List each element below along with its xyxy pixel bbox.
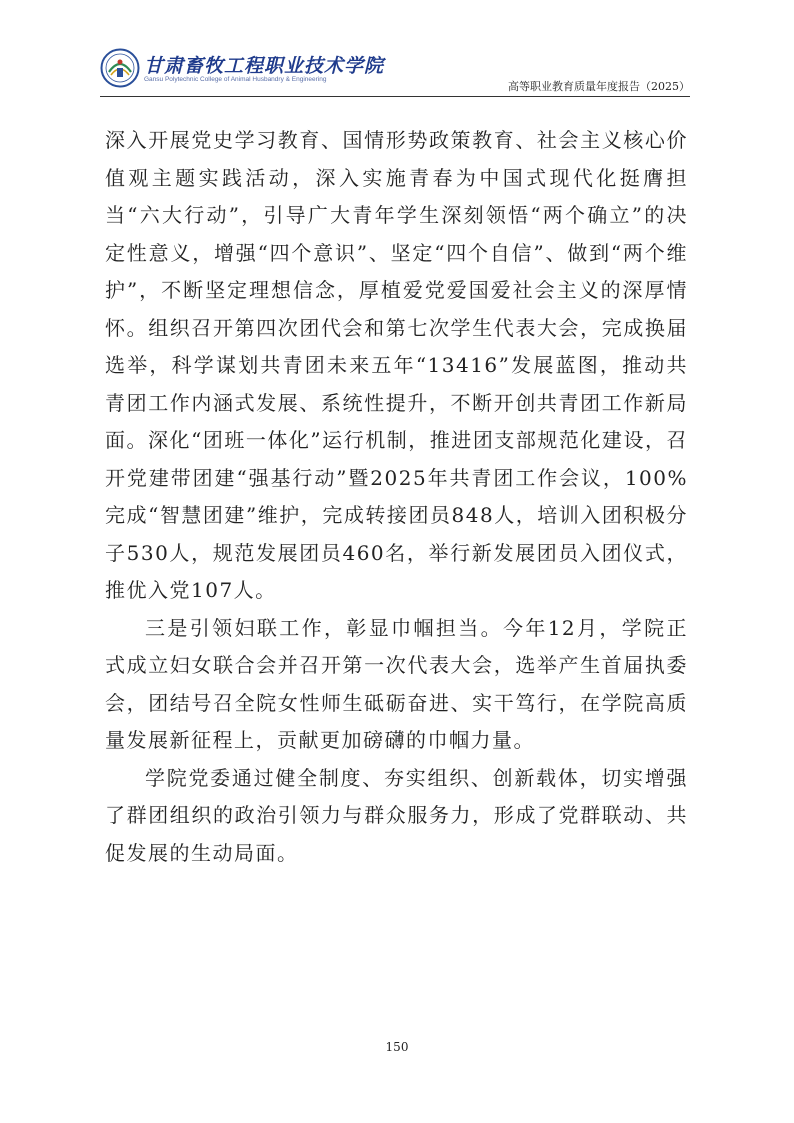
header-divider: [100, 96, 690, 97]
main-text: [105, 122, 688, 872]
paragraph: 学院党委通过健全制度、夯实组织、创新载体，切实增强了群团组织的政治引领力与群众服务力，形成了党群联动、共促发展的生动局面。: [105, 765, 688, 865]
school-name-cn: 甘肃畜牧工程职业技术学院: [144, 55, 385, 77]
paragraph: 深入开展党史学习教育、国情形势政策教育、社会主义核心价值观主题实践活动，深入实施青春为中国式现代化挺膺担当“六大行动”，引导广大青年学生深刻领悟“两个确立”的决定性意义，增强“四个意识”、坚定“四个自信”、做到“两个维护”，不断坚定理想信念，厚植爱党爱国爱社会主义的深厚情怀。组织召开第四次团代会和第七次学生代表大会，完成换届选举，科学谋划共青团未来五年“13416”发展蓝图，推动共青团工作内涵式发展、系统性提升，不断开创共青团工作新局面。深化“团班一体化”运行机制，推进团支部规范化建设，召开党建带团建“强基行动”暨2025年共青团工作会议，100%完成“智慧团建”维护，完成转接团员848人，培训入团积极分子530人，规范发展团员460名，举行新发展团员入团仪式，推优入党107人。: [105, 128, 688, 602]
page-number: 150: [385, 1040, 409, 1054]
school-name-en: Gansu Polytechnic College of Animal Husbandry & Engineering: [144, 76, 327, 83]
page-header: [100, 48, 690, 98]
paragraph: 三是引领妇联工作，彰显巾帼担当。今年12月，学院正式成立妇女联合会并召开第一次代表大会，选举产生首届执委会，团结号召全院女性师生砥砺奋进、实干笃行，在学院高质量发展新征程上，贡献更加磅礴的巾帼力量。: [105, 615, 688, 752]
report-title: 高等职业教育质量年度报告（2025）: [508, 80, 690, 93]
college-emblem-icon: [100, 48, 140, 88]
